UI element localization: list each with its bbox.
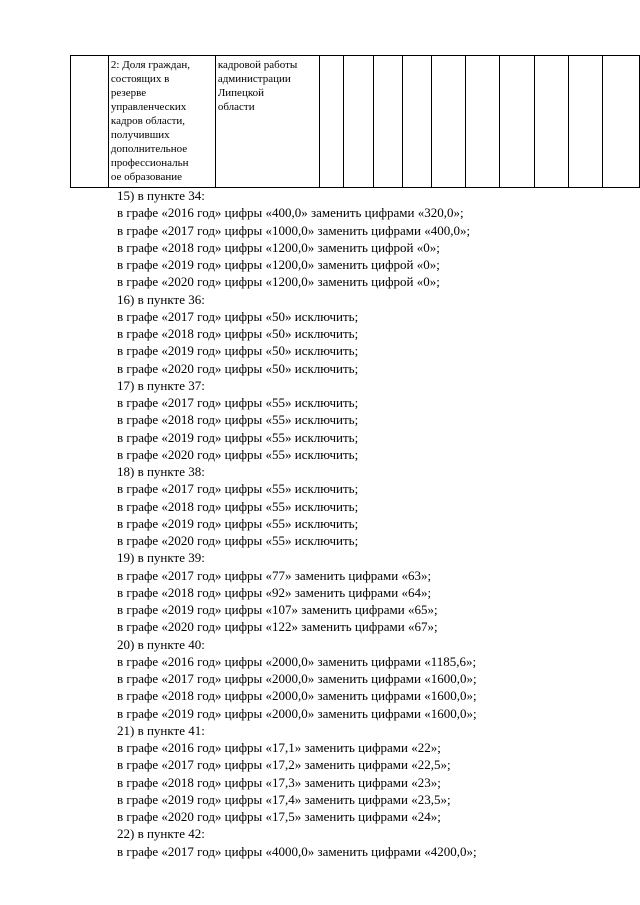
table-cell-empty xyxy=(569,56,603,188)
item-heading: 20) в пункте 40: xyxy=(117,636,205,652)
amendment-line: в графе «2017 год» цифры «55» исключить; xyxy=(117,481,359,497)
table-cell-number xyxy=(71,56,109,188)
amendment-line: в графе «2020 год» цифры «17,5» заменить цифрами «24»; xyxy=(117,809,441,824)
table-cell-empty xyxy=(602,56,639,188)
table-cell-empty xyxy=(319,56,343,188)
amendment-line: в графе «2020 год» цифры «55» исключить; xyxy=(117,533,359,548)
table-cell-empty xyxy=(432,56,466,188)
table-cell-empty xyxy=(402,56,432,188)
amendment-line: в графе «2017 год» цифры «1000,0» заменить цифрами «400,0»; xyxy=(117,222,471,238)
responsible-text: кадровой работы администрации Липецкой области xyxy=(217,59,298,113)
amendment-line: в графе «2017 год» цифры «17,2» заменить цифрами «22,5»; xyxy=(117,757,451,773)
table-cell-responsible xyxy=(215,56,319,188)
amendment-line: в графе «2019 год» цифры «2000,0» заменить цифрами «1600,0»; xyxy=(117,705,477,721)
amendment-line: в графе «2017 год» цифры «55» исключить; xyxy=(117,395,359,410)
amendment-line: в графе «2019 год» цифры «1200,0» заменить цифрой «0»; xyxy=(117,257,440,272)
amendment-line: в графе «2018 год» цифры «92» заменить цифрами «64»; xyxy=(117,584,432,600)
table-cell-indicator xyxy=(108,56,215,188)
amendments-text xyxy=(117,187,617,860)
item-heading: 15) в пункте 34: xyxy=(117,188,205,203)
amendment-line: в графе «2016 год» цифры «400,0» заменить цифрами «320,0»; xyxy=(117,205,464,221)
amendment-line: в графе «2019 год» цифры «55» исключить; xyxy=(117,429,359,445)
amendment-line: в графе «2020 год» цифры «50» исключить; xyxy=(117,360,359,376)
amendment-line: в графе «2017 год» цифры «50» исключить; xyxy=(117,308,359,324)
item-heading: 16) в пункте 36: xyxy=(117,291,205,307)
item-heading: 22) в пункте 42: xyxy=(117,826,205,842)
indicator-text: 2: Доля граждан, состоящих в резерве управленческих кадров области, получивших дополнительное профессиональн ое образование xyxy=(110,59,190,183)
amendment-line: в графе «2019 год» цифры «50» исключить; xyxy=(117,343,359,359)
amendment-line: в графе «2016 год» цифры «17,1» заменить цифрами «22»; xyxy=(117,740,441,755)
amendment-line: в графе «2018 год» цифры «55» исключить; xyxy=(117,498,359,514)
table-cell-empty xyxy=(535,56,569,188)
amendment-line: в графе «2018 год» цифры «1200,0» заменить цифрой «0»; xyxy=(117,239,440,255)
indicator-table xyxy=(70,55,640,188)
amendment-line: в графе «2020 год» цифры «122» заменить цифрами «67»; xyxy=(117,619,438,635)
item-heading: 18) в пункте 38: xyxy=(117,464,205,479)
amendment-line: в графе «2018 год» цифры «2000,0» заменить цифрами «1600,0»; xyxy=(117,688,477,704)
amendment-line: в графе «2018 год» цифры «17,3» заменить цифрами «23»; xyxy=(117,774,441,790)
amendment-line: в графе «2019 год» цифры «55» исключить; xyxy=(117,515,359,531)
amendment-line: в графе «2018 год» цифры «55» исключить; xyxy=(117,412,359,428)
table-cell-empty xyxy=(343,56,373,188)
amendment-line: в графе «2017 год» цифры «4000,0» заменить цифрами «4200,0»; xyxy=(117,843,477,859)
amendment-line: в графе «2017 год» цифры «77» заменить цифрами «63»; xyxy=(117,567,432,583)
amendment-line: в графе «2020 год» цифры «55» исключить; xyxy=(117,446,359,462)
amendment-line: в графе «2017 год» цифры «2000,0» заменить цифрами «1600,0»; xyxy=(117,671,477,686)
amendment-line: в графе «2019 год» цифры «17,4» заменить цифрами «23,5»; xyxy=(117,791,451,807)
table-row xyxy=(71,56,640,188)
amendment-line: в графе «2020 год» цифры «1200,0» заменить цифрой «0»; xyxy=(117,274,440,290)
table-cell-empty xyxy=(373,56,402,188)
item-heading: 17) в пункте 37: xyxy=(117,377,205,393)
amendment-line: в графе «2016 год» цифры «2000,0» заменить цифрами «1185,6»; xyxy=(117,653,477,669)
item-heading: 21) в пункте 41: xyxy=(117,722,205,738)
amendment-line: в графе «2019 год» цифры «107» заменить цифрами «65»; xyxy=(117,602,438,617)
amendment-line: в графе «2018 год» цифры «50» исключить; xyxy=(117,326,359,341)
table-cell-empty xyxy=(466,56,500,188)
item-heading: 19) в пункте 39: xyxy=(117,550,205,566)
table-cell-empty xyxy=(500,56,535,188)
